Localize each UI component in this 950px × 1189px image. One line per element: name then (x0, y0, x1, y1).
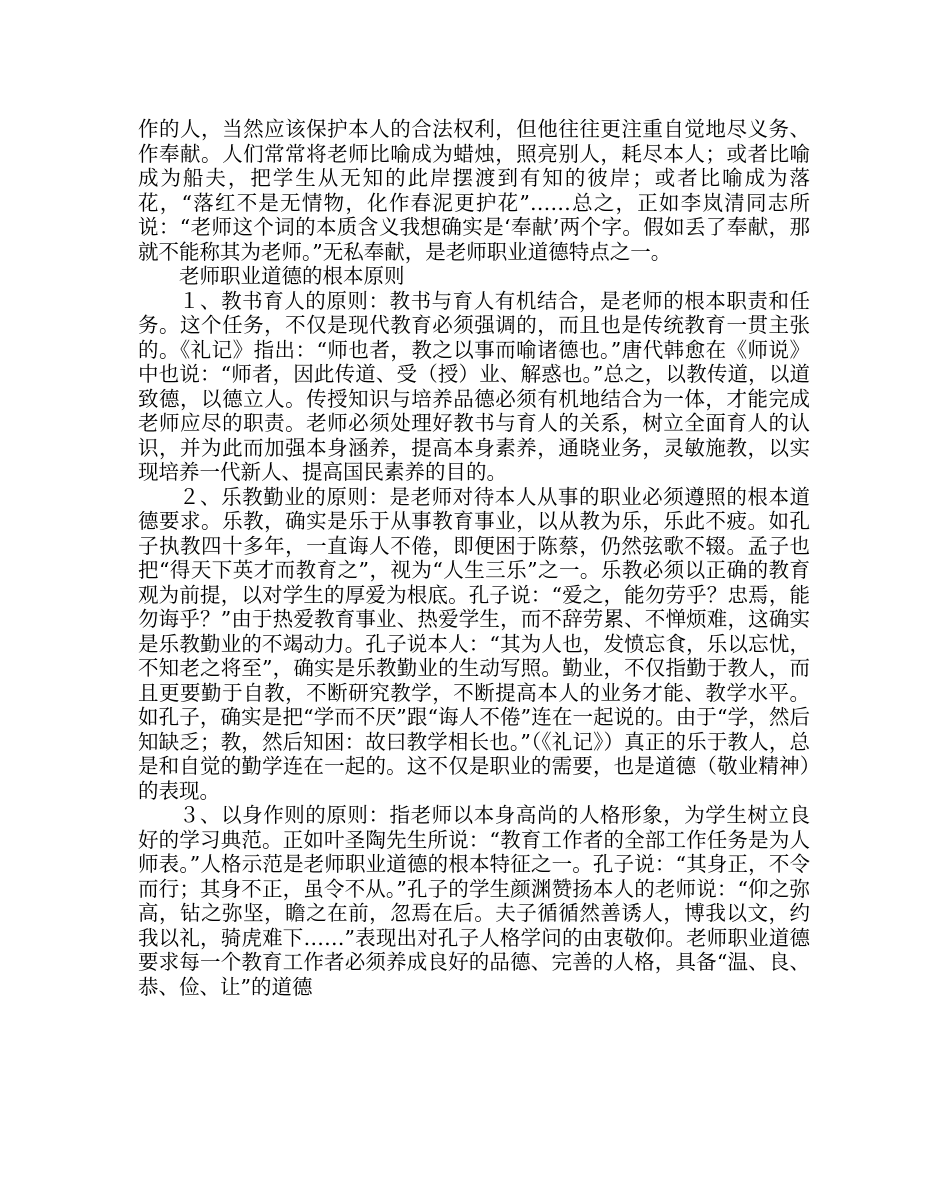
principle-paragraph-3: ３、以身作则的原则：指老师以本身高尚的人格形象，为学生树立良好的学习典范。正如叶圣陶先生所说：“教育工作者的全部工作任务是为人师表。”人格示范是老师职业道德的根本特征之一。孔子说：“其身正，不令而行；其身不正，虽令不从。”孔子的学生颜渊赞扬本人的老师说：“仰之弥高，钻之弥坚，瞻之在前，忽焉在后。夫子循循然善诱人，博我以文，约我以礼，骑虎难下……”表现出对孔子人格学问的由衷敬仰。老师职业道德要求每一个教育工作者必须养成良好的品德、完善的人格，具备“温、良、恭、俭、让”的道德 (138, 803, 810, 999)
document-body (138, 117, 810, 999)
intro-paragraph: 作的人，当然应该保护本人的合法权利，但他往往更注重自觉地尽义务、作奉献。人们常常将老师比喻成为蜡烛，照亮别人，耗尽本人；或者比喻成为船夫，把学生从无知的此岸摆渡到有知的彼岸；或者比喻成为落花，“落红不是无情物，化作春泥更护花”……总之，正如李岚清同志所说：“老师这个词的本质含义我想确实是‘奉献’两个字。假如丢了奉献，那就不能称其为老师。”无私奉献，是老师职业道德特点之一。 (138, 117, 810, 264)
section-heading: 老师职业道德的根本原则 (179, 264, 405, 288)
principle-paragraph-2: ２、乐教勤业的原则：是老师对待本人从事的职业必须遵照的根本道德要求。乐教，确实是乐于从事教育事业，以从教为乐，乐此不疲。如孔子执教四十多年，一直诲人不倦，即便困于陈蔡，仍然弦歌不辍。孟子也把“得天下英才而教育之”，视为“人生三乐”之一。乐教必须以正确的教育观为前提，以对学生的厚爱为根底。孔子说：“爱之，能勿劳乎？忠焉，能勿诲乎？”由于热爱教育事业、热爱学生，而不辞劳累、不惮烦难，这确实是乐教勤业的不竭动力。孔子说本人：“其为人也，发愤忘食，乐以忘忧，不知老之将至”，确实是乐教勤业的生动写照。勤业，不仅指勤于教人，而且更要勤于自教，不断研究教学，不断提高本人的业务才能、教学水平。如孔子，确实是把“学而不厌”跟“诲人不倦”连在一起说的。由于“学，然后知缺乏；教，然后知困：故曰教学相长也。”（《礼记》）真正的乐于教人，总是和自觉的勤学连在一起的。这不仅是职业的需要，也是道德（敬业精神）的表现。 (138, 484, 810, 803)
principle-paragraph-1: １、教书育人的原则：教书与育人有机结合，是老师的根本职责和任务。这个任务，不仅是现代教育必须强调的，而且也是传统教育一贯主张的。《礼记》指出：“师也者，教之以事而喻诸德也。”唐代韩愈在《师说》中也说：“师者，因此传道、受（授）业、解惑也。”总之，以教传道，以道致德，以德立人。传授知识与培养品德必须有机地结合为一体，才能完成老师应尽的职责。老师必须处理好教书与育人的关系，树立全面育人的认识，并为此而加强本身涵养，提高本身素养，通晓业务，灵敏施教，以实现培养一代新人、提高国民素养的目的。 (138, 288, 810, 484)
